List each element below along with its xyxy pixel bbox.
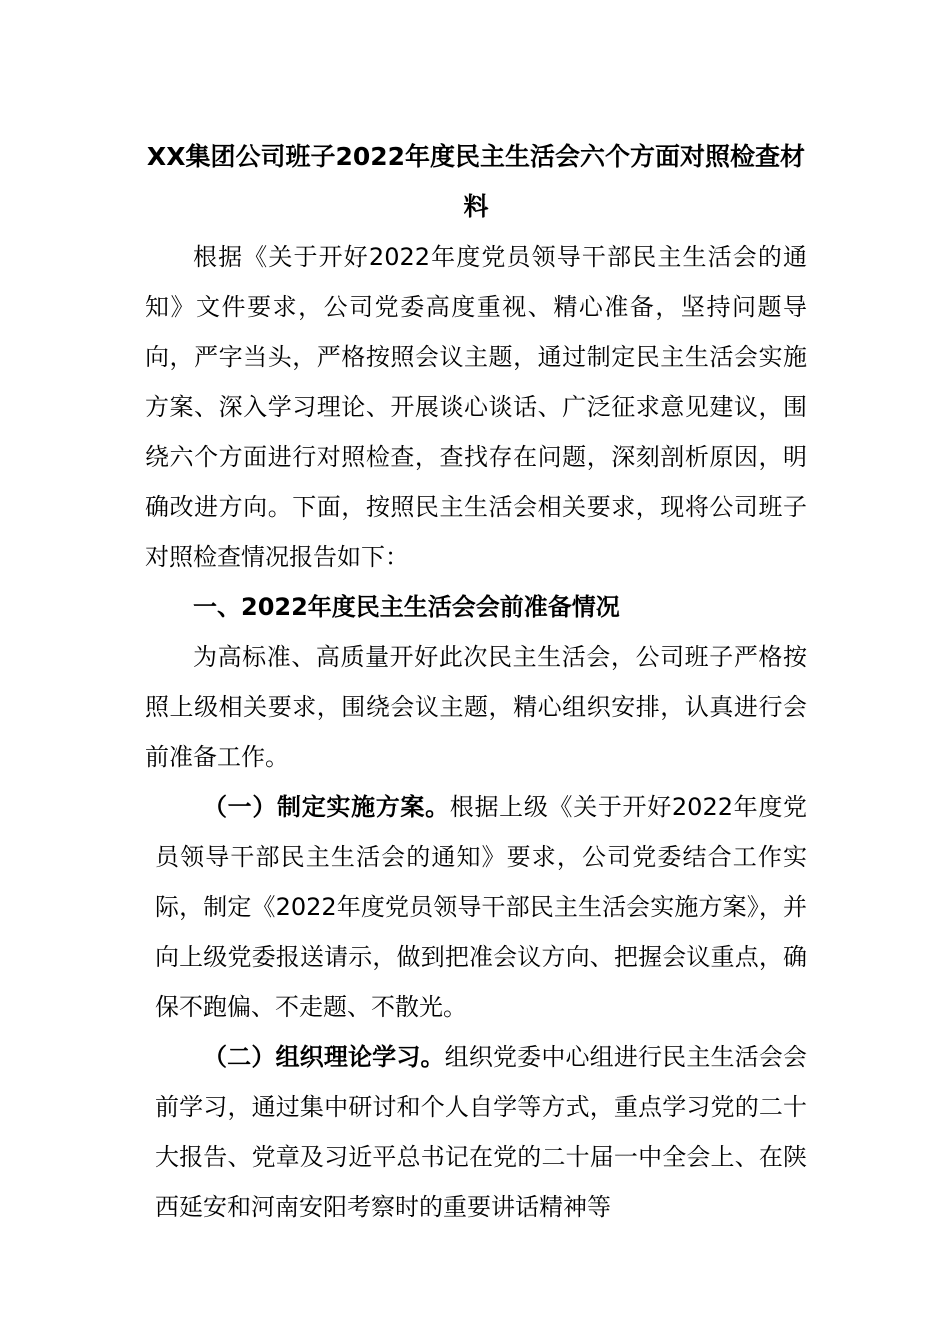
subsection-1 <box>145 782 807 1032</box>
section-1-intro: 为高标准、高质量开好此次民主生活会，公司班子严格按照上级相关要求，围绕会议主题，精心组织安排，认真进行会前准备工作。 <box>145 643 807 771</box>
document-title: XX集团公司班子2022年度民主生活会六个方面对照检查材料 <box>146 142 806 221</box>
subsection-1-lead: （一）制定实施方案。 <box>203 793 450 821</box>
subsection-2-lead: （二）组织理论学习。 <box>203 1043 445 1071</box>
intro-paragraph: 根据《关于开好2022年度党员领导干部民主生活会的通知》文件要求，公司党委高度重视、精心准备，坚持问题导向，严字当头，严格按照会议主题，通过制定民主生活会实施方案、深入学习理论、开展谈心谈话、广泛征求意见建议，围绕六个方面进行对照检查，查找存在问题，深刻剖析原因，明确改进方向。下面，按照民主生活会相关要求，现将公司班子对照检查情况报告如下： <box>145 243 807 571</box>
subsection-2-text: 组织党委中心组进行民主生活会会前学习，通过集中研讨和个人自学等方式，重点学习党的二十大报告、党章及习近平总书记在党的二十届一中全会上、在陕西延安和河南安阳考察时的重要讲话精神等 <box>155 1043 808 1221</box>
section-heading-1: 一、2022年度民主生活会会前准备情况 <box>193 593 620 621</box>
subsection-2 <box>145 1032 807 1232</box>
subsection-1-text: 根据上级《关于开好2022年度党员领导干部民主生活会的通知》要求，公司党委结合工作实际，制定《2022年度党员领导干部民主生活会实施方案》，并向上级党委报送请示，做到把准会议方向、把握会议重点，确保不跑偏、不走题、不散光。 <box>155 793 808 1021</box>
document-body <box>145 132 807 1232</box>
